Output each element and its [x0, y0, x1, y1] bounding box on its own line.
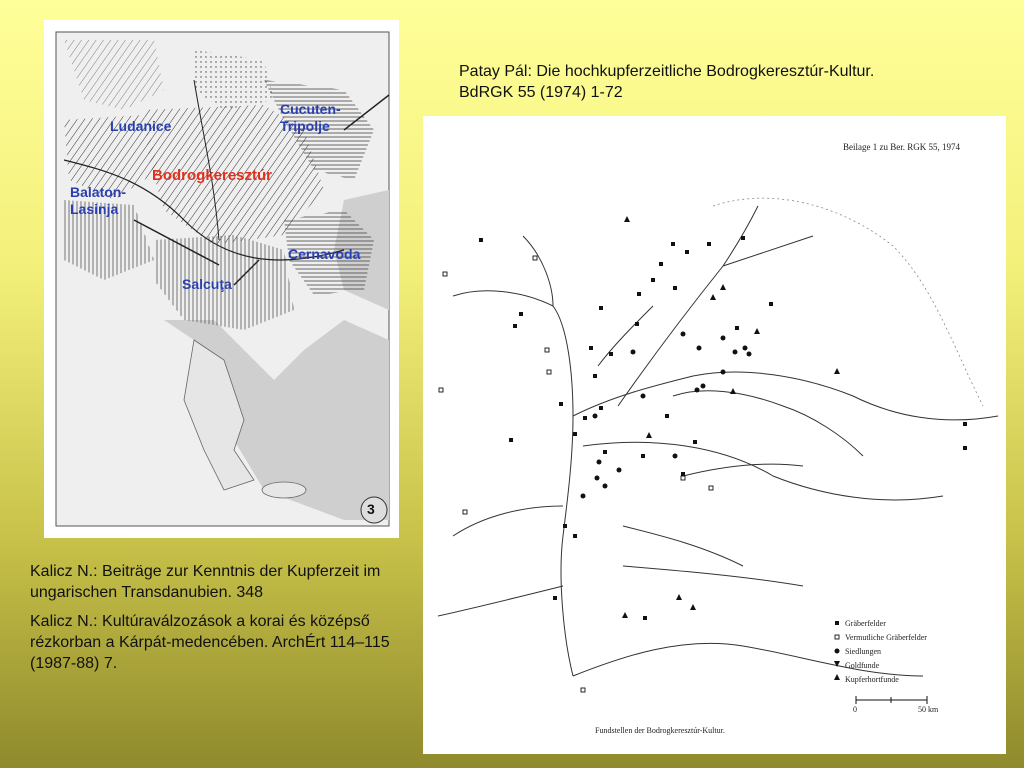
kalicz-references — [30, 561, 390, 682]
patay-reference-line2: BdRGK 55 (1974) 1-72 — [459, 84, 623, 101]
findspots-map-figure — [423, 116, 1006, 754]
map-header: Beilage 1 zu Ber. RGK 55, 1974 — [843, 142, 960, 152]
legend-graberfelder: Gräberfelder — [845, 619, 886, 628]
patay-reference-line1: Patay Pál: Die hochkupferzeitliche Bodrogkeresztúr-Kultur. — [459, 63, 875, 80]
scale-zero: 0 — [853, 705, 857, 714]
label-balaton-lasinja: Balaton- Lasinja — [70, 184, 126, 217]
patay-reference — [459, 61, 874, 103]
map-caption: Fundstellen der Bodrogkeresztúr-Kultur. — [595, 726, 725, 735]
kalicz-reference-2: Kalicz N.: Kultúraválzozások a korai és középső rézkorban a Kárpát-medencében. ArchÉrt 114–115 (1987-88) 7. — [30, 613, 390, 672]
culture-map-figure — [44, 20, 399, 538]
legend-siedlungen: Siedlungen — [845, 647, 881, 656]
scale-fifty: 50 km — [918, 705, 939, 714]
legend-vermutliche: Vermutliche Gräberfelder — [845, 633, 927, 642]
label-cernavoda: Cernavoda — [288, 246, 361, 262]
label-salcuta: Salcuţa — [182, 276, 232, 292]
legend-kupferhortfunde: Kupferhortfunde — [845, 675, 899, 684]
map-legend — [845, 617, 927, 687]
figure-number: 3 — [367, 501, 375, 517]
kalicz-reference-1: Kalicz N.: Beiträge zur Kenntnis der Kupferzeit im ungarischen Transdanubien. 348 — [30, 563, 381, 601]
label-bodrogkeresztur: Bodrogkeresztúr — [152, 167, 273, 184]
label-cucuteni: Cucuten- Tripolje — [280, 101, 341, 134]
label-ludanice: Ludanice — [110, 118, 172, 134]
legend-goldfunde: Goldfunde — [845, 661, 880, 670]
